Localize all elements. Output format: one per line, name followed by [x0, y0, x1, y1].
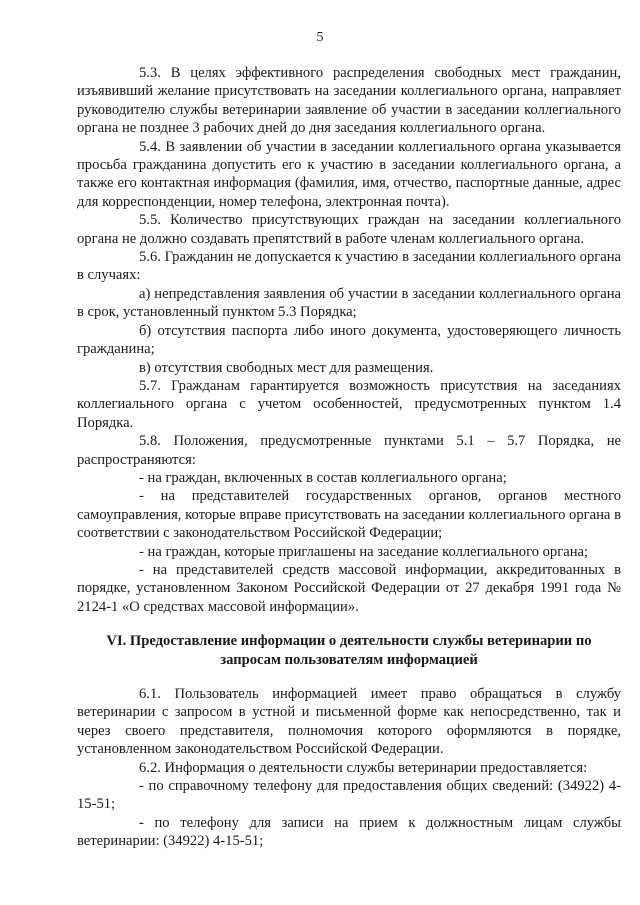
- paragraph-6-1: 6.1. Пользователь информацией имеет право обращаться в службу ветеринарии с запросом в устной и письменной форме как непосредственно, так и через своего представителя, полномочия которого оформляются в порядке, установленном законодательством Российской Федерации.: [77, 686, 621, 758]
- paragraph-5-7: 5.7. Гражданам гарантируется возможность присутствия на заседаниях коллегиального органа с учетом особенностей, предусмотренных пунктом 1.4 Порядка.: [77, 377, 621, 431]
- paragraph-5-8: 5.8. Положения, предусмотренные пунктами 5.1 – 5.7 Порядка, не распространяются:: [77, 433, 621, 468]
- list-item-info-phone: - по справочному телефону для предоставления общих сведений: (34922) 4-15-51;: [77, 778, 621, 813]
- list-item-a: а) непредставления заявления об участии в заседании коллегиального органа в срок, установленный пунктом 5.3 Порядка;: [77, 285, 621, 321]
- page-number: 5: [316, 30, 324, 45]
- list-item-media: - на представителей средств массовой информации, аккредитованных в порядке, установленном Законом Российской Федерации от 27 декабря 1991 года № 2124-1 «О средствах массовой информации».: [77, 561, 621, 615]
- list-item-invited: - на граждан, которые приглашены на заседание коллегиального органа;: [139, 543, 589, 560]
- paragraph-5-3: 5.3. В целях эффективного распределения свободных мест гражданин, изъявивший желание присутствовать на заседании коллегиального органа, направляет руководителю службы ветеринарии заявление об участии в заседании коллегиального органа не позднее 3 рабочих дней до дня заседания коллегиального органа.: [77, 65, 621, 137]
- paragraph-5-5: 5.5. Количество присутствующих граждан на заседании коллегиального органа не должно создавать препятствий в работе членам коллегиального органа.: [77, 212, 621, 247]
- list-item-members: - на граждан, включенных в состав коллегиального органа;: [139, 469, 507, 486]
- paragraph-5-6: 5.6. Гражданин не допускается к участию в заседании коллегиального органа в случаях:: [77, 249, 621, 284]
- list-item-v: в) отсутствия свободных мест для размещения.: [139, 359, 434, 376]
- paragraph-5-4: 5.4. В заявлении об участии в заседании коллегиального органа указывается просьба гражданина допустить его к участию в заседании коллегиального органа, а также его контактная информация (фамилия, имя, отчество, паспортные данные, адрес для корреспонденции, номер телефона, электронная почта).: [77, 138, 621, 210]
- list-item-government: - на представителей государственных органов, органов местного самоуправления, которые вправе присутствовать на заседании коллегиального органа в соответствии с законодательством Российской Федерации;: [77, 488, 621, 542]
- list-item-b: б) отсутствия паспорта либо иного документа, удостоверяющего личность гражданина;: [77, 322, 621, 358]
- list-item-appointment-phone: - по телефону для записи на прием к должностным лицам службы ветеринарии: (34922) 4-15-51;: [77, 814, 621, 850]
- paragraph-6-2: 6.2. Информация о деятельности службы ветеринарии предоставляется:: [139, 759, 588, 776]
- section-heading: VI. Предоставление информации о деятельности службы ветеринарии по запросам пользователям информацией: [106, 633, 592, 668]
- document-body: [77, 64, 621, 851]
